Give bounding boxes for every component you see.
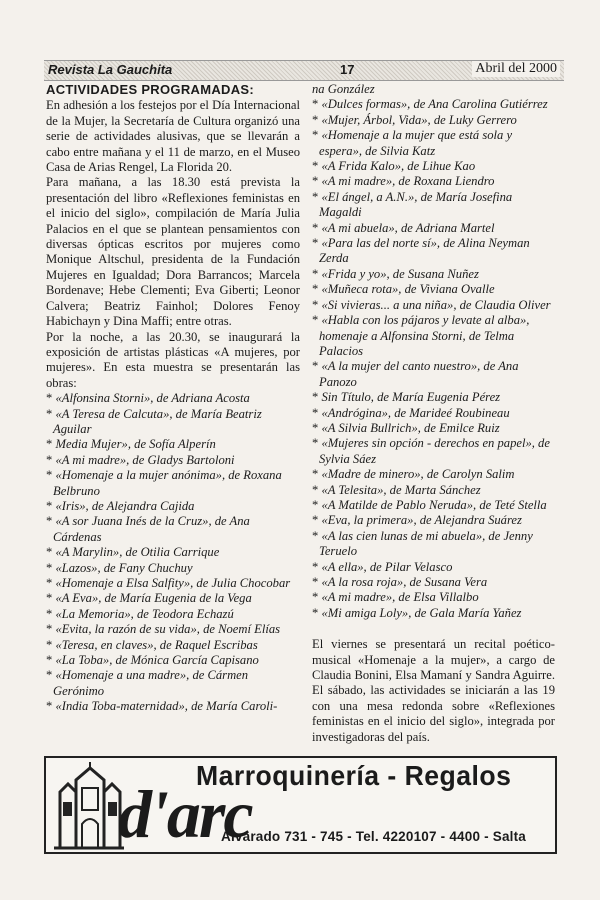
list-item: * «Andrógina», de Marideé Roubineau <box>312 406 555 421</box>
list-item: * «Evita, la razón de su vida», de Noemí Elías <box>46 622 300 637</box>
list-item: * «A Eva», de María Eugenia de la Vega <box>46 591 300 606</box>
list-item: * «A ella», de Pilar Velasco <box>312 560 555 575</box>
list-item: * «A Frida Kalo», de Lihue Kao <box>312 159 555 174</box>
list-item: * «A Marylin», de Otilia Carrique <box>46 545 300 560</box>
list-item: * «Habla con los pájaros y levate al alba», homenaje a Alfonsina Storni, de Telma Palacios <box>312 313 555 359</box>
list-item: * «Homenaje a la mujer que está sola y espera», de Silvia Katz <box>312 128 555 159</box>
closing-paragraph: El viernes se presentará un recital poético-musical «Homenaje a la mujer», a cargo de Claudia Bonini, Elsa Mamaní y Sandra Aguirre. El sábado, las actividades se iniciarán a las 19 con una mesa redonda sobre «Reflexiones feministas en el inicio del siglo», integrada por investigadoras del país. <box>312 637 555 744</box>
list-item: * «La Toba», de Mónica García Capisano <box>46 653 300 668</box>
list-item: * «A Telesita», de Marta Sánchez <box>312 483 555 498</box>
list-item: * «Lazos», de Fany Chuchuy <box>46 561 300 576</box>
list-item: * «Homenaje a Elsa Salfity», de Julia Chocobar <box>46 576 300 591</box>
list-item: * «La Memoria», de Teodora Echazú <box>46 607 300 622</box>
page-number: 17 <box>340 62 355 77</box>
list-item: * «A mi madre», de Roxana Liendro <box>312 174 555 189</box>
left-column <box>46 82 300 715</box>
list-item: * «Muñeca rota», de Viviana Ovalle <box>312 282 555 297</box>
list-item: * Sin Título, de María Eugenia Pérez <box>312 390 555 405</box>
list-item: * «A Teresa de Calcuta», de María Beatriz Aguilar <box>46 407 300 438</box>
list-item: * «El ángel, a A.N.», de María Josefina Magaldi <box>312 190 555 221</box>
book-paragraph: Para mañana, a las 18.30 está prevista la presentación del libro «Reflexiones feministas en el inicio del siglo», compilación de María Julia Palacios en el que se plantean pensamientos con diversas ópticas escritos por mujeres como Monique Altschul, presidenta de la Fundación Mujeres en Igualdad; Dora Barrancos; Marcela Bordenave; Hebe Clementi; Eva Giberti; Leonor Calvera; Beatriz Fainhol; Dolores Fenoy Habichayn y Dina Maffi; entre otras. <box>46 175 300 329</box>
list-item: * «Dulces formas», de Ana Carolina Gutiérrez <box>312 97 555 112</box>
ad-address: Alvarado 731 - 745 - Tel. 4220107 - 4400 - Salta <box>221 829 527 844</box>
issue-date: Abril del 2000 <box>472 61 560 77</box>
list-item: * «A la mujer del canto nuestro», de Ana Panozo <box>312 359 555 390</box>
ad-brand: d'arc <box>118 776 252 852</box>
list-item: * «Homenaje a la mujer anónima», de Roxana Belbruno <box>46 468 300 499</box>
right-column <box>312 82 555 745</box>
magazine-name: Revista La Gauchita <box>48 62 173 77</box>
list-item: * «Homenaje a una madre», de Cármen Gerónimo <box>46 668 300 699</box>
list-item: * «Frida y yo», de Susana Nuñez <box>312 267 555 282</box>
list-item: * Media Mujer», de Sofía Alperín <box>46 437 300 452</box>
list-item: * «A mi madre», de Elsa Villalbo <box>312 590 555 605</box>
list-item: * «Eva, la primera», de Alejandra Suárez <box>312 513 555 528</box>
list-item: * «Si vivieras... a una niña», de Claudia Oliver <box>312 298 555 313</box>
list-item: * «Mujer, Árbol, Vida», de Luky Gerrero <box>312 113 555 128</box>
list-item: * «Alfonsina Storni», de Adriana Acosta <box>46 391 300 406</box>
list-item: * «A Silvia Bullrich», de Emilce Ruiz <box>312 421 555 436</box>
list-item: * «Mi amiga Loly», de Gala María Yañez <box>312 606 555 621</box>
list-item: * «A sor Juana Inés de la Cruz», de Ana Cárdenas <box>46 514 300 545</box>
list-item: * «India Toba-maternidad», de María Caroli- <box>46 699 300 714</box>
works-list-left <box>46 391 300 715</box>
exhibition-paragraph: Por la noche, a las 20.30, se inaugurará la exposición de artistas plásticas «A mujeres, por mujeres». En esta muestra se presentarán las obras: <box>46 329 300 390</box>
section-heading: ACTIVIDADES PROGRAMADAS: <box>46 82 254 97</box>
page-header <box>44 60 564 81</box>
list-item: * «A mi madre», de Gladys Bartoloni <box>46 453 300 468</box>
advertisement <box>44 756 557 854</box>
list-item: * «A la rosa roja», de Susana Vera <box>312 575 555 590</box>
list-item: * «Iris», de Alejandra Cajida <box>46 499 300 514</box>
ad-title: Marroquinería - Regalos <box>196 760 512 791</box>
list-item: * «A mi abuela», de Adriana Martel <box>312 221 555 236</box>
list-item: * «Mujeres sin opción - derechos en papel», de Sylvia Sáez <box>312 436 555 467</box>
list-item: * «Teresa, en claves», de Raquel Escribas <box>46 638 300 653</box>
list-item: * «Madre de minero», de Carolyn Salim <box>312 467 555 482</box>
intro-paragraph: En adhesión a los festejos por el Día Internacional de la Mujer, la Secretaría de Cultura organizó una serie de actividades alusivas, que se llevarán a cabo entre mañana y el 11 de marzo, en el Museo Casa de Arias Rengel, La Florida 20. <box>46 98 300 175</box>
list-item: * «A las cien lunas de mi abuela», de Jenny Teruelo <box>312 529 555 560</box>
list-item: * «Para las del norte sí», de Alina Neyman Zerda <box>312 236 555 267</box>
list-continuation: na González <box>312 82 375 96</box>
list-item: * «A Matilde de Pablo Neruda», de Teté Stella <box>312 498 555 513</box>
works-list-right <box>312 97 555 621</box>
